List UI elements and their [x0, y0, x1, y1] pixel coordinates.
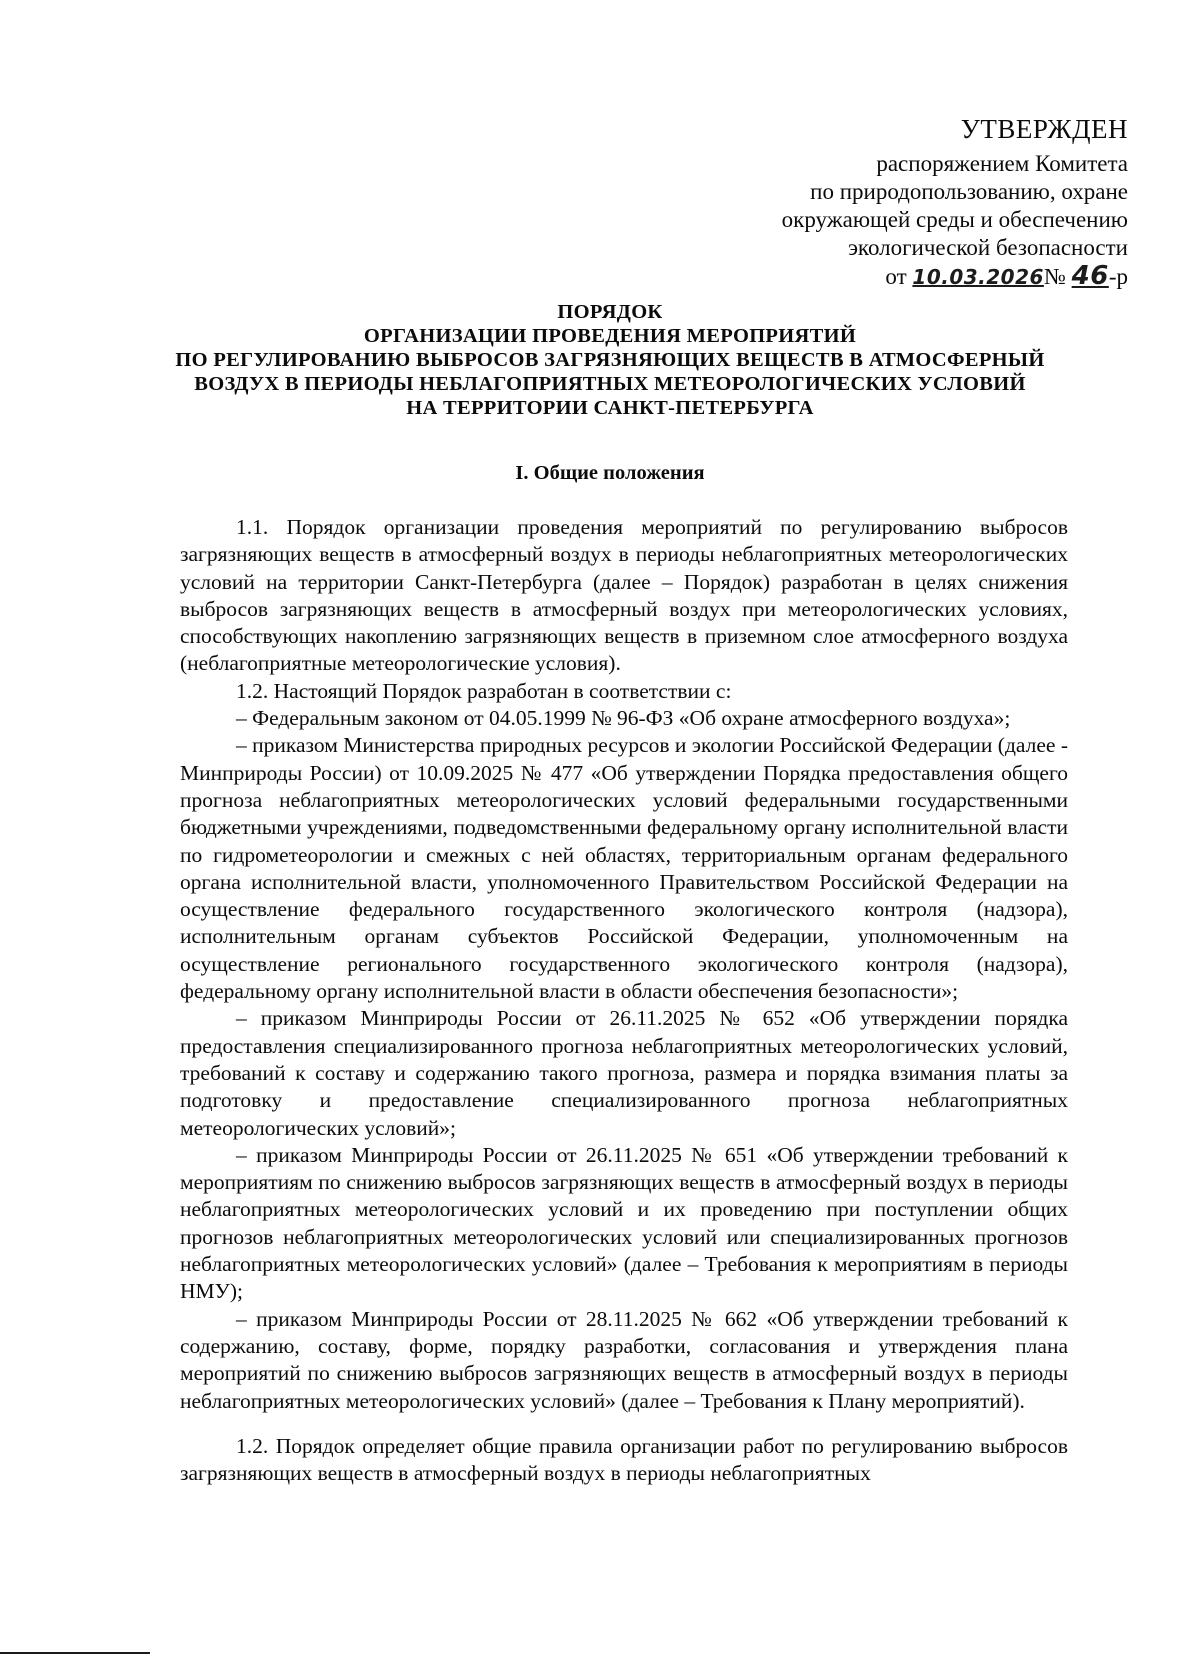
- title-line: ПО РЕГУЛИРОВАНИЮ ВЫБРОСОВ ЗАГРЯЗНЯЮЩИХ ВЕЩЕСТВ В АТМОСФЕРНЫЙ: [175, 349, 1045, 371]
- approval-line: по природопользованию, охране: [810, 179, 1128, 204]
- list-item: – приказом Министерства природных ресурсов и экологии Российской Федерации (далее - Минприроды России) от 10.09.2025 № 477 «Об утверждении Порядка предоставления общего прогноза неблагоприятных метеорологических условий федеральными государственными бюджетными учреждениями, подведомственными федеральному органу исполнительной власти по гидрометеорологии и смежных с ней областях, территориальным органам федерального органа исполнительной власти, уполномоченного Правительством Российской Федерации на осуществление федерального государственного экологического контроля (надзора), исполнительным органам субъектов Российской Федерации, уполномоченным на осуществление регионального государственного экологического контроля (надзора), федеральному органу исполнительной власти в области обеспечения безопасности»;: [180, 733, 1068, 1004]
- paragraph: 1.2. Настоящий Порядок разработан в соответствии с:: [236, 678, 732, 703]
- footnote-rule: [0, 1652, 150, 1654]
- paragraph: 1.2. Порядок определяет общие правила организации работ по регулированию выбросов загрязняющих веществ в атмосферный воздух в периоды неблагоприятных: [180, 1433, 1068, 1486]
- document-title: [150, 300, 1070, 420]
- approval-heading: УТВЕРЖДЕН: [960, 114, 1128, 144]
- number-sign: №: [1043, 264, 1066, 289]
- handwritten-date: 10.03.2026: [912, 265, 1044, 289]
- number-suffix: -р: [1108, 264, 1128, 289]
- title-line: НА ТЕРРИТОРИИ САНКТ-ПЕТЕРБУРГА: [406, 397, 814, 419]
- document-body: [180, 514, 1068, 1487]
- paragraph: 1.1. Порядок организации проведения мероприятий по регулированию выбросов загрязняющих веществ в атмосферный воздух в периоды неблагоприятных метеорологических условий на территории Санкт-Петербурга (далее – Порядок) разработан в целях снижения выбросов загрязняющих веществ в атмосферный воздух при метеорологических условиях, способствующих накоплению загрязняющих веществ в приземном слое атмосферного воздуха (неблагоприятные метеорологические условия).: [180, 515, 1068, 676]
- approval-line: окружающей среды и обеспечению: [781, 207, 1128, 232]
- approval-date-number-line: [782, 262, 1128, 291]
- list-item: – приказом Минприроды России от 26.11.2025 № 652 «Об утверждении порядка предоставления специализированного прогноза неблагоприятных метеорологических условий, требований к составу и содержанию такого прогноза, размера и порядка взимания платы за подготовку и предоставление специализированного прогноза неблагоприятных метеорологических условий»;: [180, 1006, 1068, 1140]
- title-line: ОРГАНИЗАЦИИ ПРОВЕДЕНИЯ МЕРОПРИЯТИЙ: [363, 325, 857, 347]
- list-item: – приказом Минприроды России от 26.11.2025 № 651 «Об утверждении требований к мероприятиям по снижению выбросов загрязняющих веществ в атмосферный воздух в периоды неблагоприятных метеорологических условий и их проведению при поступлении общих прогнозов неблагоприятных метеорологических условий или специализированных прогнозов неблагоприятных метеорологических условий» (далее – Требования к мероприятиям в периоды НМУ);: [180, 1142, 1068, 1304]
- list-item: – Федеральным законом от 04.05.1999 № 96-ФЗ «Об охране атмосферного воздуха»;: [236, 706, 1011, 731]
- section-heading: I. Общие положения: [515, 462, 705, 484]
- approval-stamp: [782, 112, 1128, 291]
- list-item: – приказом Минприроды России от 28.11.2025 № 662 «Об утверждении требований к содержанию, составу, форме, порядку разработки, согласования и утверждения плана мероприятий по снижению выбросов загрязняющих веществ в атмосферный воздух в периоды неблагоприятных метеорологических условий» (далее – Требования к Плану мероприятий).: [180, 1306, 1068, 1413]
- approval-line: экологической безопасности: [848, 235, 1128, 260]
- approval-line: распоряжением Комитета: [876, 151, 1128, 176]
- title-line: ПОРЯДОК: [557, 301, 663, 323]
- date-prefix: от: [885, 264, 907, 289]
- title-line: ВОЗДУХ В ПЕРИОДЫ НЕБЛАГОПРИЯТНЫХ МЕТЕОРОЛОГИЧЕСКИХ УСЛОВИЙ: [194, 373, 1026, 395]
- handwritten-number: 46: [1071, 261, 1109, 291]
